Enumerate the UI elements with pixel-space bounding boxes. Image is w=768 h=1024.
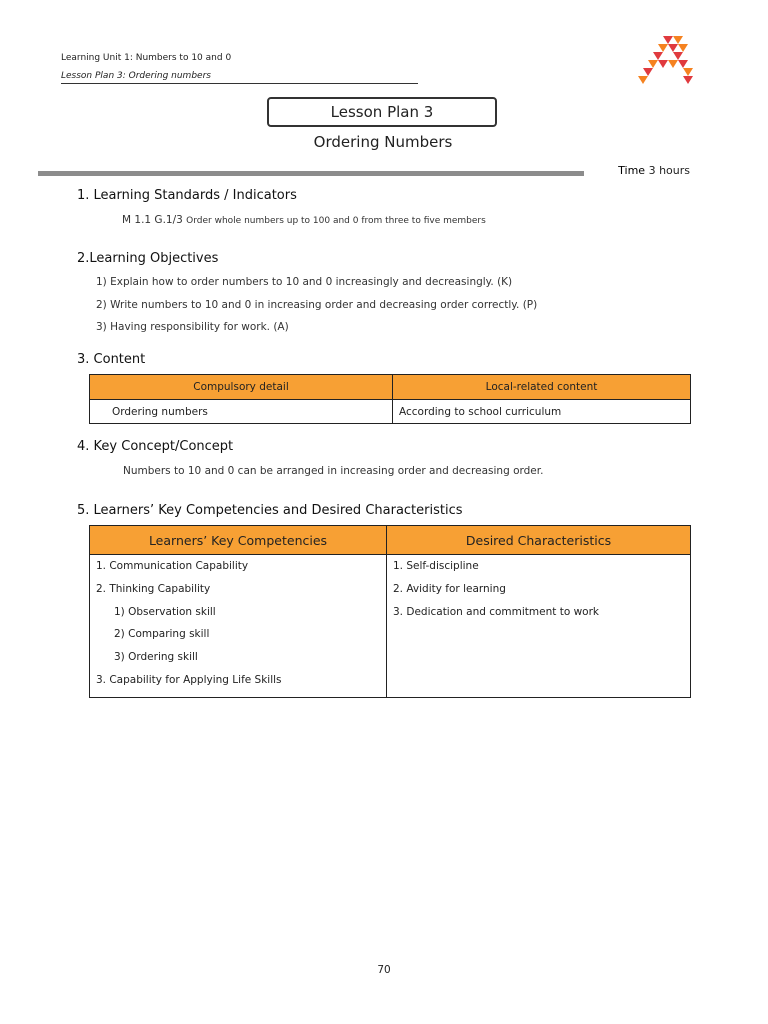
table-header-cell: Desired Characteristics [387, 526, 691, 555]
indicator-code: M 1.1 G.1/3 [122, 214, 183, 226]
objective-item: 2) Write numbers to 10 and 0 in increasing order and decreasing order correctly. (P) [96, 299, 538, 311]
time-info [618, 164, 690, 177]
characteristics-cell [387, 555, 691, 698]
list-item: 1. Communication Capability [96, 560, 249, 572]
section-2-heading: 2.Learning Objectives [77, 251, 219, 266]
table-header-row [90, 526, 691, 555]
page-number: 70 [377, 964, 391, 976]
publisher-logo [633, 30, 695, 86]
divider-bar [38, 171, 584, 176]
objective-item: 1) Explain how to order numbers to 10 and 0 increasingly and decreasingly. (K) [96, 276, 513, 288]
list-item: 1) Observation skill [114, 605, 216, 618]
table-cell: Ordering numbers [90, 400, 393, 424]
list-item: 3) Ordering skill [114, 651, 198, 664]
table-cell: According to school curriculum [393, 400, 691, 424]
section-1-heading: 1. Learning Standards / Indicators [77, 188, 297, 203]
time-value: 3 hours [648, 164, 690, 177]
competencies-cell [90, 555, 387, 698]
lesson-plan-title: Lesson Plan 3 [267, 97, 497, 127]
list-item: 2) Comparing skill [114, 628, 210, 641]
header-unit: Learning Unit 1: Numbers to 10 and 0 [61, 53, 232, 63]
list-item: 1. Self-discipline [393, 560, 479, 572]
list-item: 3. Capability for Applying Life Skills [96, 673, 282, 686]
time-label: Time [618, 164, 646, 177]
list-item: 2. Avidity for learning [393, 582, 506, 595]
table-header-cell: Compulsory detail [90, 375, 393, 400]
table-header-row [90, 375, 691, 400]
standard-indicator [122, 214, 486, 226]
table-row [90, 400, 691, 424]
list-item: 3. Dedication and commitment to work [393, 605, 600, 618]
section-4-heading: 4. Key Concept/Concept [77, 439, 234, 454]
table-header-cell: Local-related content [393, 375, 691, 400]
header-underline [61, 83, 418, 84]
key-concept-text: Numbers to 10 and 0 can be arranged in increasing order and decreasing order. [123, 465, 544, 477]
competencies-table [89, 525, 691, 698]
section-5-heading: 5. Learners’ Key Competencies and Desired Characteristics [77, 503, 463, 518]
indicator-text: Order whole numbers up to 100 and 0 from three to five members [186, 216, 486, 226]
list-item: 2. Thinking Capability [96, 582, 211, 595]
header-lesson-plan: Lesson Plan 3: Ordering numbers [61, 71, 211, 81]
content-table [89, 374, 691, 424]
table-row [90, 555, 691, 698]
objective-item: 3) Having responsibility for work. (A) [96, 321, 289, 333]
section-3-heading: 3. Content [77, 352, 146, 367]
lesson-subtitle: Ordering Numbers [313, 133, 453, 151]
table-header-cell: Learners’ Key Competencies [90, 526, 387, 555]
